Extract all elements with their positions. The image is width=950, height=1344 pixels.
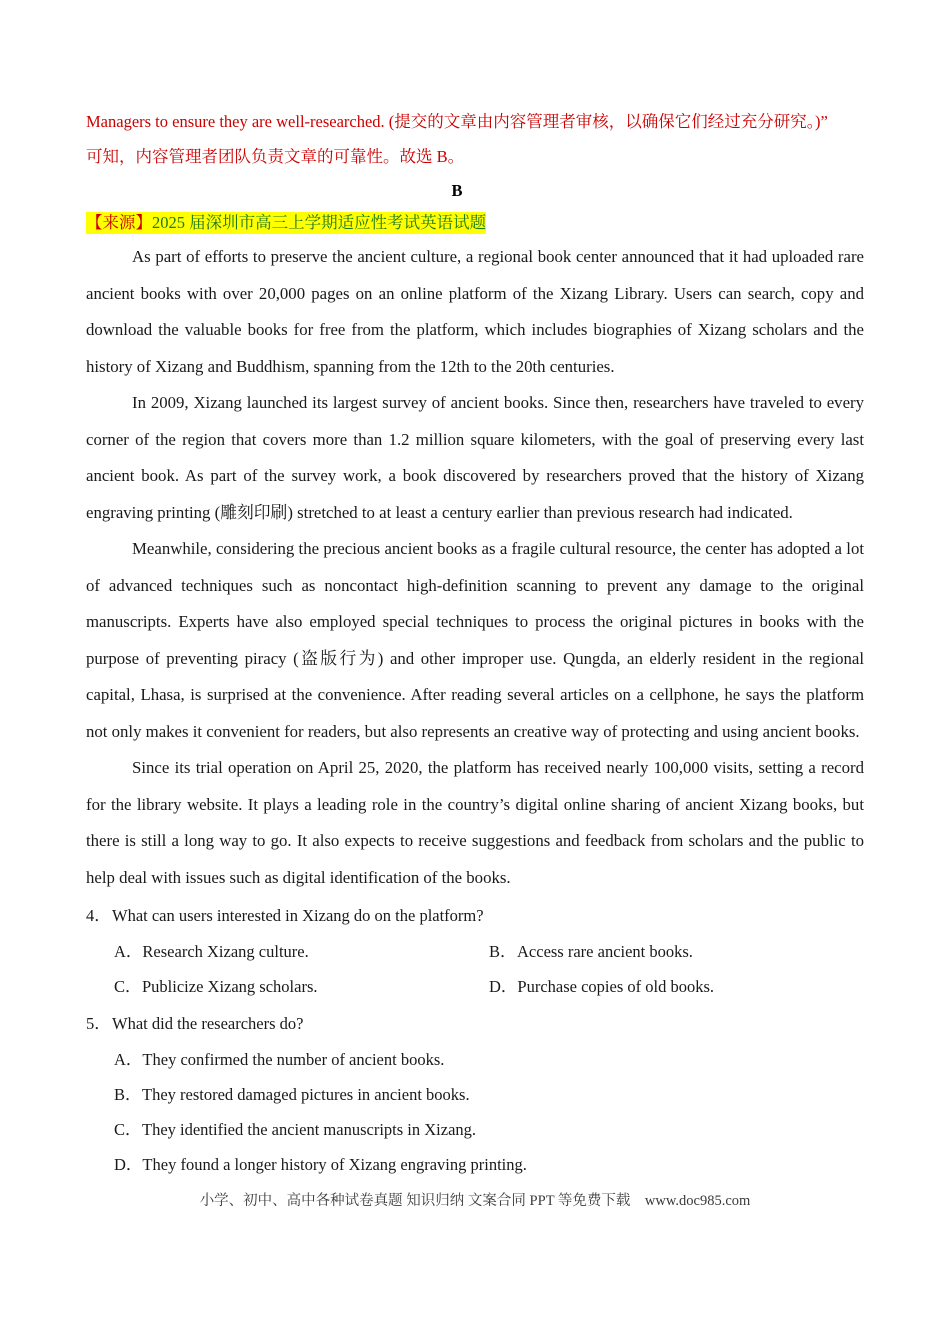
option-4-b-text: Access rare ancient books. bbox=[517, 942, 693, 961]
question-4-options bbox=[86, 934, 864, 1004]
option-4-c-text: Publicize Xizang scholars. bbox=[142, 977, 318, 996]
passage-paragraph-3: Meanwhile, considering the precious ancient books as a fragile cultural resource, the center has adopted a lot of advanced techniques such as noncontact high-definition scanning to prevent any damage to the original manuscripts. Experts have also employed special techniques to process the original pictures in books with the purpose of preventing piracy (盗版行为) and other improper use. Qungda, an elderly resident in the regional capital, Lhasa, is surprised at the convenience. After reading several articles on a cellphone, he says the platform not only makes it convenient for readers, but also represents an creative way of protecting and using ancient books. bbox=[86, 539, 864, 741]
footer-url[interactable]: www.doc985.com bbox=[644, 1193, 751, 1209]
option-4-b[interactable] bbox=[489, 934, 864, 969]
option-5-a[interactable] bbox=[114, 1042, 864, 1077]
option-4-a-text: Research Xizang culture. bbox=[142, 942, 309, 961]
question-5-text: What did the researchers do? bbox=[112, 1014, 304, 1033]
option-5-d-text: They found a longer history of Xizang engraving printing. bbox=[142, 1155, 527, 1174]
source-line bbox=[86, 209, 864, 237]
option-4-d-letter: D． bbox=[489, 977, 518, 996]
explanation-line-1: Managers to ensure they are well-researched. (提交的文章由内容管理者审核，以确保它们经过充分研究。)” bbox=[86, 112, 828, 131]
passage-paragraph-2: In 2009, Xizang launched its largest survey of ancient books. Since then, researchers have traveled to every corner of the region that covers more than 1.2 million square kilometers, with the goal of preserving every last ancient book. As part of the survey work, a book discovered by researchers proved that the history of Xizang engraving printing (雕刻印刷) stretched to at least a century earlier than previous research had indicated. bbox=[86, 393, 864, 522]
document-content bbox=[86, 104, 864, 1182]
option-5-c-letter: C． bbox=[114, 1120, 142, 1139]
source-bracket-label: 【来源】 bbox=[86, 213, 152, 232]
option-5-b-text: They restored damaged pictures in ancient books. bbox=[142, 1085, 470, 1104]
answer-explanation bbox=[86, 104, 864, 174]
option-4-a[interactable] bbox=[114, 934, 489, 969]
footer-text: 小学、初中、高中各种试卷真题 知识归纳 文案合同 PPT 等免费下载 bbox=[199, 1193, 631, 1209]
question-4-stem bbox=[86, 898, 864, 934]
question-5-stem bbox=[86, 1006, 864, 1042]
explanation-line-2: 可知，内容管理者团队负责文章的可靠性。故选 B。 bbox=[86, 147, 465, 166]
source-text: 2025 届深圳市高三上学期适应性考试英语试题 bbox=[152, 213, 487, 232]
option-5-a-letter: A． bbox=[114, 1050, 143, 1069]
option-4-a-letter: A． bbox=[114, 942, 143, 961]
question-4-text: What can users interested in Xizang do on the platform? bbox=[112, 906, 484, 925]
question-4-number: 4． bbox=[86, 906, 111, 925]
option-4-c-letter: C． bbox=[114, 977, 142, 996]
option-5-c-text: They identified the ancient manuscripts in Xizang. bbox=[142, 1120, 477, 1139]
question-4 bbox=[86, 898, 864, 1004]
question-5-number: 5． bbox=[86, 1014, 111, 1033]
passage-paragraph-1: As part of efforts to preserve the ancient culture, a regional book center announced that it had uploaded rare ancient books with over 20,000 pages on an online platform of the Xizang Library. Users can search, copy and download the valuable books for free from the platform, which includes biographies of Xizang scholars and the history of Xizang and Buddhism, spanning from the 12th to the 20th centuries. bbox=[86, 247, 864, 376]
section-letter-heading: B bbox=[451, 181, 463, 200]
option-5-a-text: They confirmed the number of ancient books. bbox=[142, 1050, 445, 1069]
question-5 bbox=[86, 1006, 864, 1182]
option-5-d[interactable] bbox=[114, 1147, 864, 1182]
option-4-d-text: Purchase copies of old books. bbox=[517, 977, 715, 996]
question-5-options bbox=[86, 1042, 864, 1182]
passage-paragraph-4: Since its trial operation on April 25, 2020, the platform has received nearly 100,000 visits, setting a record for the library website. It plays a leading role in the country’s digital online sharing of ancient Xizang books, but there is still a long way to go. It also expects to receive suggestions and feedback from scholars and the public to help deal with issues such as digital identification of the books. bbox=[86, 758, 864, 887]
source-highlight bbox=[86, 212, 486, 234]
option-4-c[interactable] bbox=[114, 969, 489, 1004]
option-4-d[interactable] bbox=[489, 969, 864, 1004]
option-5-b[interactable] bbox=[114, 1077, 864, 1112]
option-5-c[interactable] bbox=[114, 1112, 864, 1147]
page-footer bbox=[0, 1190, 950, 1212]
option-4-b-letter: B． bbox=[489, 942, 517, 961]
option-5-d-letter: D． bbox=[114, 1155, 143, 1174]
option-5-b-letter: B． bbox=[114, 1085, 142, 1104]
